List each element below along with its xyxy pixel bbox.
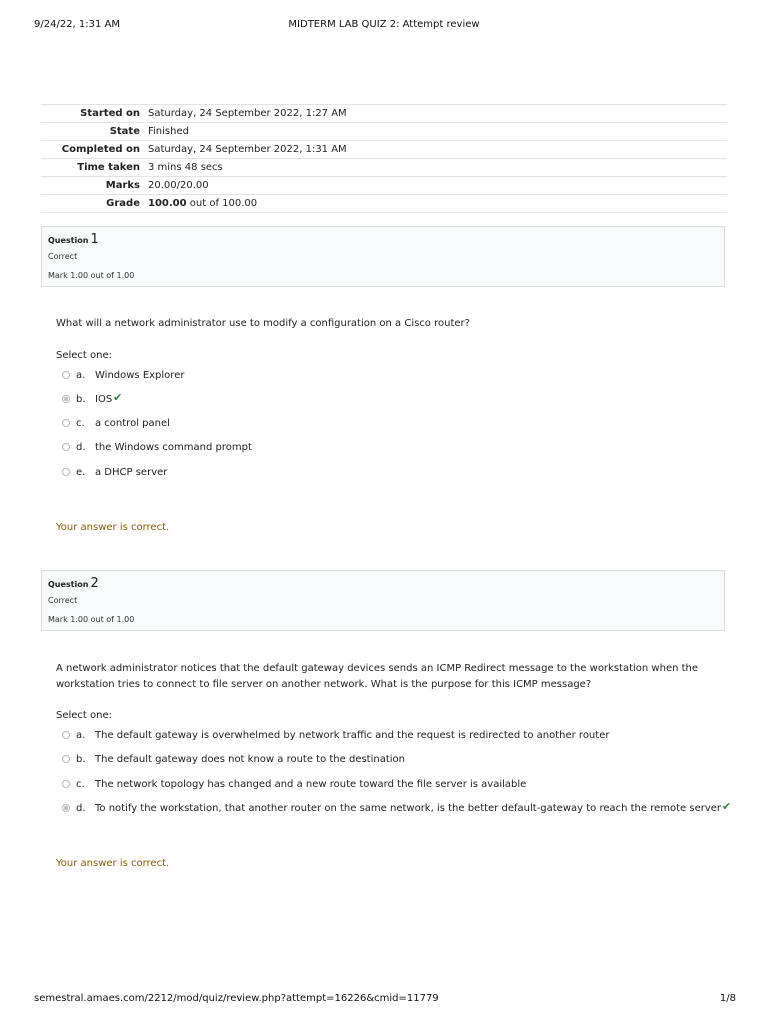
option-text: The default gateway does not know a route to the destination	[95, 753, 406, 765]
q2-option-d[interactable]	[62, 801, 731, 815]
summary-row-started	[41, 105, 727, 123]
question-1-text: What will a network administrator use to modify a configuration on a Cisco router?	[56, 318, 470, 329]
option-letter: e.	[76, 466, 86, 478]
summary-value: Saturday, 24 September 2022, 1:27 AM	[148, 105, 727, 123]
print-datetime: 9/24/22, 1:31 AM	[34, 19, 121, 30]
question-grade: Mark 1.00 out of 1.00	[48, 615, 135, 624]
q1-option-e[interactable]	[62, 465, 167, 479]
q1-option-d[interactable]	[62, 440, 252, 454]
question-2-text: A network administrator notices that the default gateway devices sends an ICMP Redirect message to the workstation when the workstation tries to connect to file server on another network. What is the purpose for this ICMP message?	[56, 663, 699, 690]
option-letter: a.	[76, 369, 86, 381]
question-state: Correct	[48, 252, 78, 261]
option-letter: b.	[76, 753, 86, 765]
grade-out-of: out of 100.00	[186, 198, 258, 209]
option-text: The default gateway is overwhelmed by network traffic and the request is redirected to another router	[95, 729, 610, 741]
question-grade: Mark 1.00 out of 1.00	[48, 271, 135, 280]
option-letter: b.	[76, 393, 86, 405]
radio-button-checked[interactable]	[62, 395, 70, 403]
q2-option-b[interactable]	[62, 752, 405, 766]
question-number: Question 1	[48, 232, 99, 247]
question-number-value: 2	[90, 576, 99, 591]
summary-row-completed	[41, 141, 727, 159]
option-letter: c.	[76, 417, 85, 429]
summary-label: State	[41, 123, 148, 141]
option-text: the Windows command prompt	[95, 441, 252, 453]
check-icon: ✔	[722, 799, 732, 813]
q2-option-c[interactable]	[62, 777, 526, 791]
summary-label: Started on	[41, 105, 148, 123]
summary-label: Grade	[41, 195, 148, 213]
q1-option-c[interactable]	[62, 416, 170, 430]
page-url: semestral.amaes.com/2212/mod/quiz/review.php?attempt=16226&cmid=11779	[34, 993, 439, 1004]
page-number: 1/8	[719, 993, 736, 1004]
summary-label: Completed on	[41, 141, 148, 159]
radio-button[interactable]	[62, 419, 70, 427]
summary-value: 3 mins 48 secs	[148, 159, 727, 177]
summary-value: Saturday, 24 September 2022, 1:31 AM	[148, 141, 727, 159]
summary-row-time-taken	[41, 159, 727, 177]
radio-button[interactable]	[62, 755, 70, 763]
summary-value: 20.00/20.00	[148, 177, 727, 195]
option-text: IOS	[95, 393, 113, 405]
option-letter: d.	[76, 802, 86, 814]
option-text: a DHCP server	[95, 466, 168, 478]
question-1-feedback: Your answer is correct.	[56, 522, 170, 533]
q1-option-b[interactable]	[62, 392, 122, 406]
select-one-label: Select one:	[56, 710, 113, 721]
radio-button[interactable]	[62, 780, 70, 788]
radio-button-checked[interactable]	[62, 804, 70, 812]
radio-button[interactable]	[62, 468, 70, 476]
question-state: Correct	[48, 596, 78, 605]
option-text: The network topology has changed and a new route toward the file server is available	[95, 778, 527, 790]
question-1-info	[41, 226, 725, 287]
radio-button[interactable]	[62, 731, 70, 739]
option-letter: d.	[76, 441, 86, 453]
summary-row-marks	[41, 177, 727, 195]
option-text: Windows Explorer	[95, 369, 185, 381]
summary-value: Finished	[148, 123, 727, 141]
summary-row-state	[41, 123, 727, 141]
question-2-feedback: Your answer is correct.	[56, 858, 170, 869]
select-one-label: Select one:	[56, 350, 113, 361]
summary-label: Marks	[41, 177, 148, 195]
summary-label: Time taken	[41, 159, 148, 177]
radio-button[interactable]	[62, 371, 70, 379]
summary-row-grade	[41, 195, 727, 213]
question-number-value: 1	[90, 232, 99, 247]
question-number: Question 2	[48, 576, 99, 591]
q1-option-a[interactable]	[62, 368, 184, 382]
page-title: MIDTERM LAB QUIZ 2: Attempt review	[288, 19, 480, 30]
question-2-info	[41, 570, 725, 631]
summary-value	[148, 195, 727, 213]
option-letter: a.	[76, 729, 86, 741]
option-letter: c.	[76, 778, 85, 790]
option-text: To notify the workstation, that another router on the same network, is the better default-gateway to reach the remote server	[95, 802, 722, 814]
attempt-summary-table	[41, 104, 727, 213]
grade-score: 100.00	[148, 198, 187, 209]
radio-button[interactable]	[62, 443, 70, 451]
check-icon: ✔	[113, 390, 123, 404]
q2-option-a[interactable]	[62, 728, 609, 742]
option-text: a control panel	[95, 417, 170, 429]
